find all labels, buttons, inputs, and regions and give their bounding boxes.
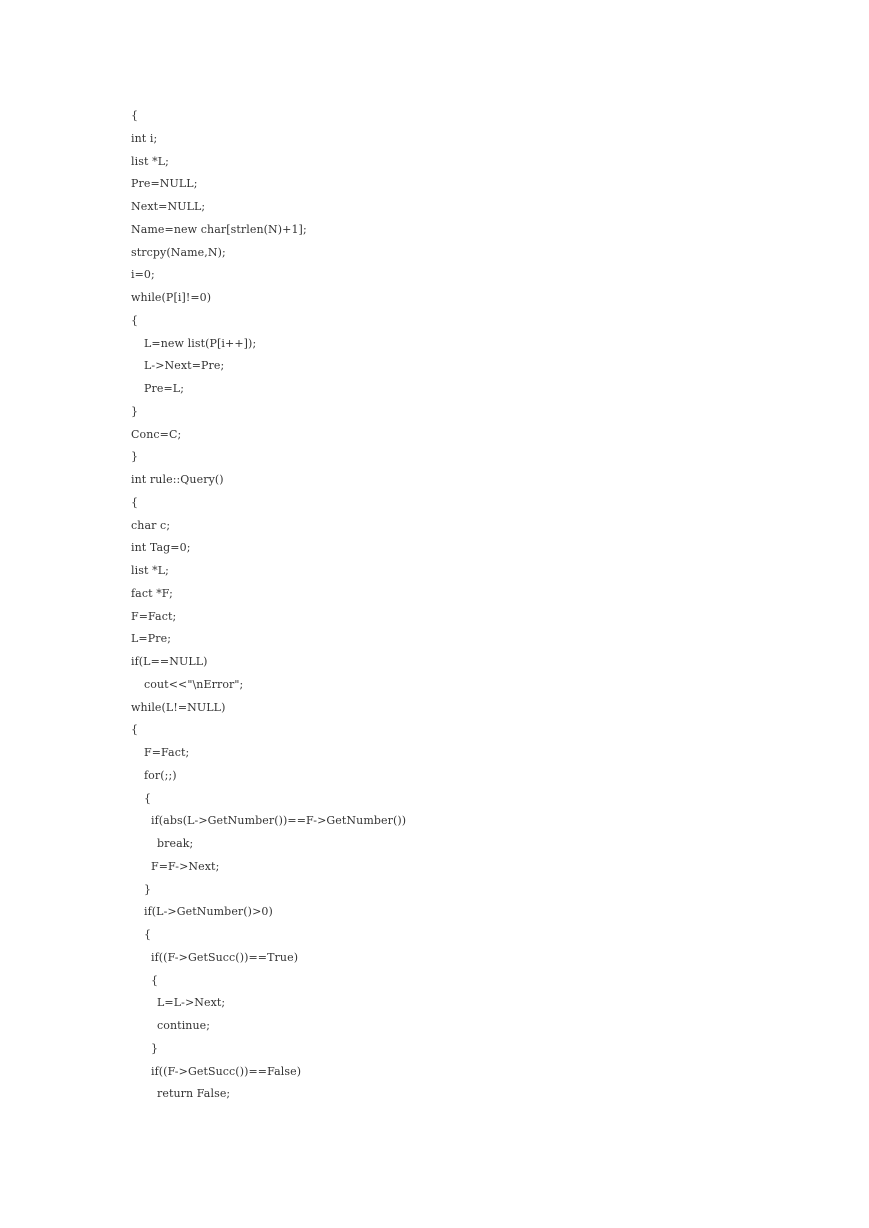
code-line: } (144, 882, 152, 896)
code-line: if(abs(L->GetNumber())==F->GetNumber()) (151, 814, 407, 828)
code-line: { (151, 973, 159, 987)
code-line: { (131, 723, 139, 737)
code-line: return False; (157, 1087, 231, 1101)
code-line: while(L!=NULL) (131, 700, 226, 714)
code-line: { (131, 313, 139, 327)
code-line: strcpy(Name,N); (131, 245, 226, 259)
code-line: while(P[i]!=0) (131, 291, 212, 304)
code-line: L->Next=Pre; (144, 359, 225, 373)
code-line: list *L; (131, 564, 169, 577)
code-line: L=new list(P[i++]); (144, 336, 257, 350)
code-line: if(L->GetNumber()>0) (144, 905, 273, 919)
code-line: Pre=NULL; (131, 177, 198, 191)
code-line: fact *F; (131, 586, 173, 600)
code-line: } (151, 1041, 159, 1055)
code-line: Conc=C; (131, 427, 182, 441)
code-line: Next=NULL; (131, 200, 206, 213)
code-line: int rule::Query() (131, 473, 224, 486)
code-line: { (144, 791, 152, 805)
code-line: cout<<"\nError"; (144, 677, 244, 691)
code-line: if(L==NULL) (131, 655, 208, 668)
code-line: Name=new char[strlen(N)+1]; (131, 222, 307, 236)
code-line: { (144, 928, 152, 941)
code-line: Pre=L; (144, 382, 184, 395)
code-line: { (131, 495, 139, 509)
code-line: if((F->GetSucc())==True) (151, 950, 299, 964)
code-line: F=Fact; (131, 609, 177, 623)
code-line: F=F->Next; (151, 859, 220, 873)
code-listing (131, 105, 406, 1106)
code-line: continue; (157, 1019, 211, 1032)
code-line: { (131, 109, 139, 122)
code-line: char c; (131, 518, 171, 532)
code-line: L=L->Next; (157, 996, 226, 1010)
code-line: int i; (131, 131, 158, 145)
code-line: i=0; (131, 268, 155, 282)
code-line: F=Fact; (144, 746, 190, 759)
code-line: } (131, 404, 139, 418)
code-line: L=Pre; (131, 632, 171, 646)
code-line: } (131, 450, 139, 464)
code-line: if((F->GetSucc())==False) (151, 1064, 302, 1078)
code-line: break; (157, 837, 194, 850)
code-line: for(;;) (144, 768, 177, 782)
code-line: int Tag=0; (131, 541, 191, 555)
code-line: list *L; (131, 154, 169, 168)
